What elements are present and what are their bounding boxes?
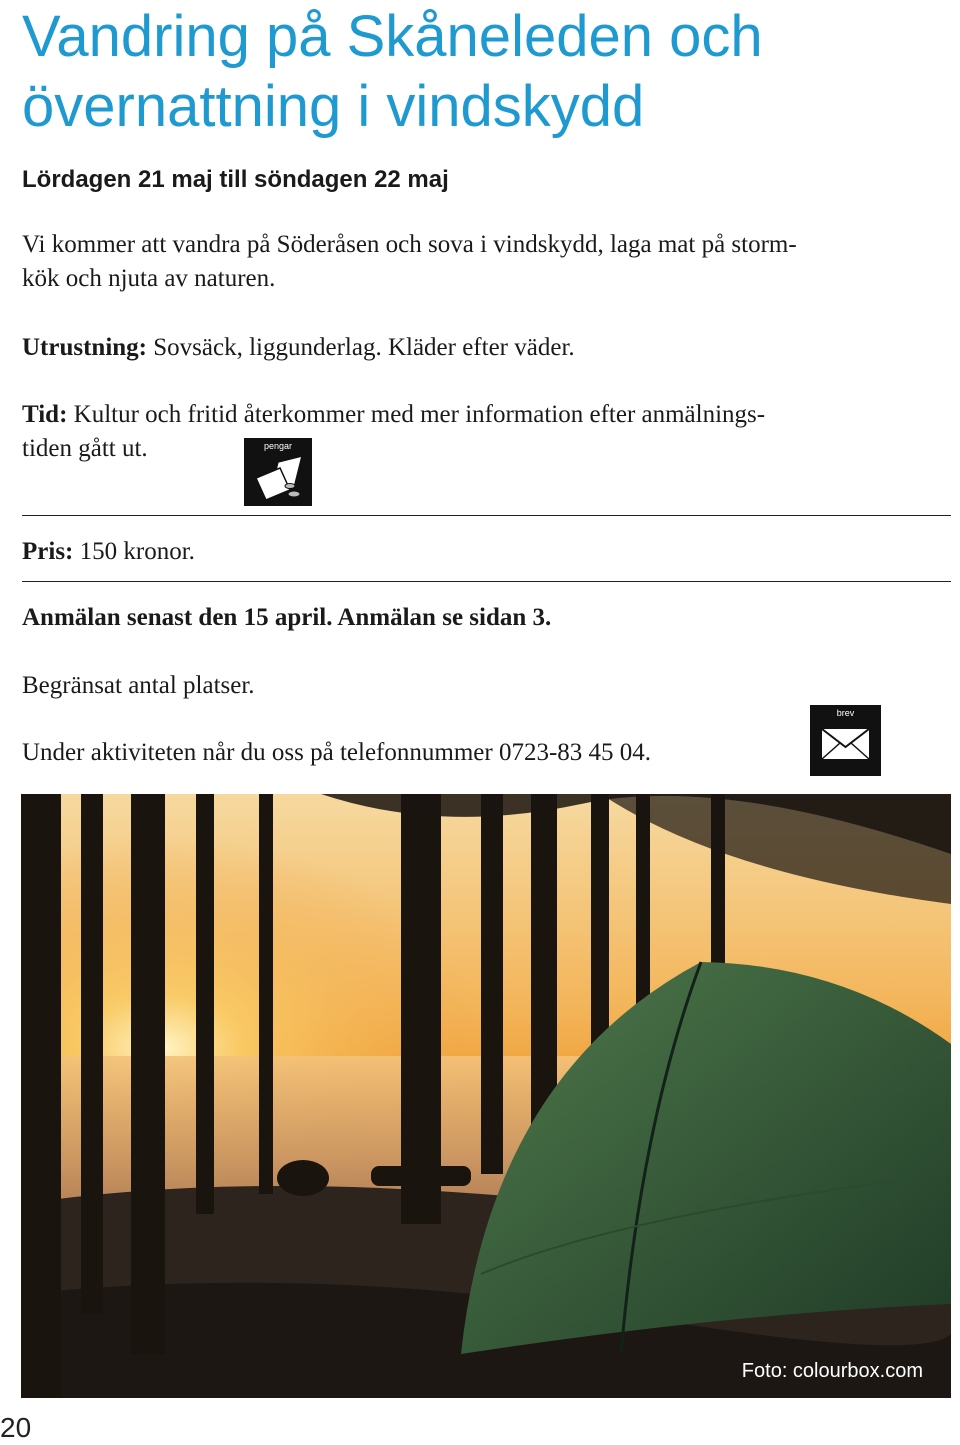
intro-line-1: Vi kommer att vandra på Söderåsen och sova i vindskydd, laga mat på storm- [22, 231, 797, 258]
money-icon-caption: pengar [263, 441, 293, 451]
time-label: Tid: [22, 401, 68, 428]
registration-deadline: Anmälan senast den 15 april. Anmälan se sidan 3. [22, 604, 552, 631]
title-line-1: Vandring på Skåneleden och [22, 4, 763, 69]
photo-credit: Foto: colourbox.com [741, 1360, 923, 1382]
price-label: Pris: [22, 538, 74, 565]
event-date: Lördagen 21 maj till söndagen 22 maj [22, 166, 449, 193]
money-icon [244, 438, 312, 506]
price-paragraph [22, 535, 952, 569]
envelope-icon-caption: brev [836, 708, 855, 718]
time-text-line-1: Kultur och fritid återkommer med mer information efter anmälnings- [67, 401, 766, 428]
intro-paragraph [22, 228, 952, 296]
equipment-text: Sovsäck, liggunderlag. Kläder efter väder. [147, 334, 575, 361]
equipment-label: Utrustning: [22, 334, 148, 361]
intro-line-2: kök och njuta av naturen. [22, 265, 276, 292]
limited-spots: Begränsat antal platser. [22, 672, 255, 699]
page-title [22, 2, 952, 142]
campsite-photo [21, 794, 951, 1398]
price-text: 150 kronor. [73, 538, 195, 565]
title-line-2: övernattning i vindskydd [22, 74, 645, 139]
divider-bottom [22, 581, 951, 582]
page-number: 20 [0, 1412, 32, 1443]
divider-top [22, 515, 951, 516]
envelope-icon [810, 705, 881, 776]
phone-info: Under aktiviteten når du oss på telefonnummer 0723-83 45 04. [22, 739, 652, 766]
time-text-line-2: tiden gått ut. [22, 435, 148, 462]
equipment-paragraph [22, 331, 952, 365]
time-paragraph [22, 398, 952, 466]
